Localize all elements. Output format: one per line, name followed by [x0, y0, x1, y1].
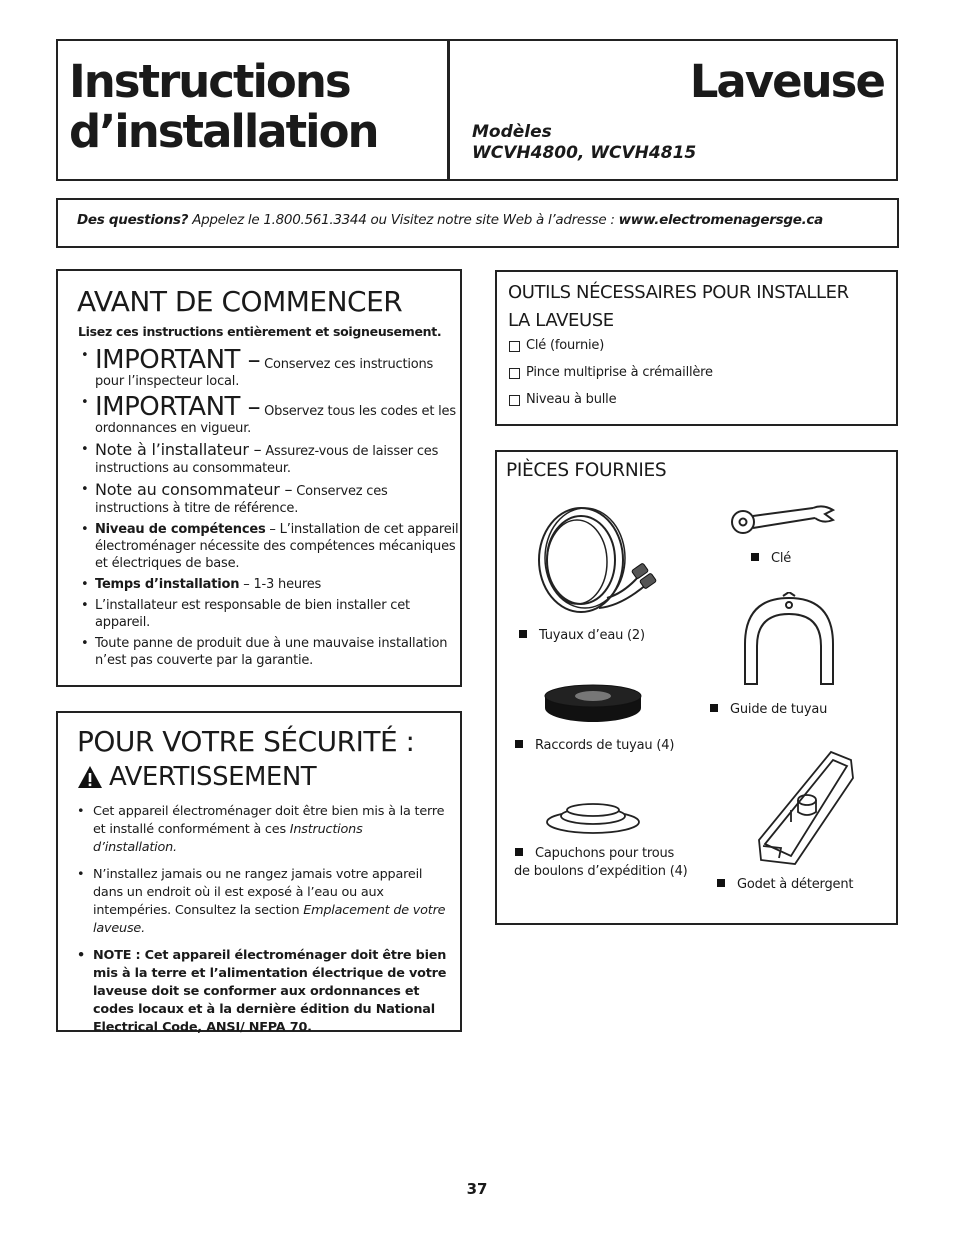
part-name: Guide de tuyau	[730, 702, 828, 717]
questions-banner	[56, 198, 899, 248]
section-intro: Lisez ces instructions entièrement et soigneusement.	[78, 324, 442, 339]
product-box	[448, 39, 898, 181]
warning-label: AVERTISSEMENT	[109, 762, 317, 792]
bullet-square-icon	[519, 630, 527, 638]
tools-heading-line-2: LA LAVEUSE	[508, 310, 614, 331]
item-italic: Emplacement de votre laveuse.	[93, 903, 446, 936]
part-label-wrench	[751, 550, 791, 568]
title-box	[56, 39, 449, 181]
models-label: Modèles	[472, 122, 552, 142]
part-name: Capuchons pour trous	[535, 846, 675, 861]
item-italic: Instructions d’installation.	[93, 822, 363, 855]
item-text: Conservez ces instructions pour l’inspecteur local.	[95, 357, 434, 389]
checkbox-icon	[509, 395, 520, 406]
part-label-detergent	[717, 876, 853, 894]
bullet-square-icon	[710, 704, 718, 712]
safety-section	[56, 711, 462, 1035]
item-heading: Note au consommateur –	[95, 480, 293, 499]
checklist-label: Niveau à bulle	[526, 392, 617, 407]
models-block	[472, 122, 696, 164]
product-title: Laveuse	[689, 55, 884, 108]
hose-washer-icon	[543, 684, 643, 724]
section-heading: AVANT DE COMMENCER	[77, 285, 403, 318]
list-item	[75, 866, 447, 938]
document-title	[69, 57, 378, 157]
checklist-item	[509, 392, 713, 419]
checkbox-icon	[509, 341, 520, 352]
list-item	[75, 803, 447, 857]
hose-guide-icon	[739, 592, 839, 688]
item-heading: Temps d’installation	[95, 577, 240, 592]
part-label-caps	[514, 845, 688, 881]
tools-heading-line-1: OUTILS NÉCESSAIRES POUR INSTALLER	[508, 282, 849, 303]
list-item	[79, 441, 459, 477]
questions-text	[77, 212, 823, 228]
checklist-label: Pince multiprise à crémaillère	[526, 365, 713, 380]
part-label-washers	[515, 737, 674, 755]
item-text: Cet appareil électroménager doit être bien mis à la terre et installé conformément à ces	[93, 804, 445, 837]
bullet-square-icon	[515, 740, 523, 748]
before-list	[79, 347, 459, 673]
checklist-item	[509, 365, 713, 392]
item-heading: Note à l’installateur –	[95, 440, 262, 459]
questions-body: Appelez le 1.800.561.3344 ou Visitez notre site Web à l’adresse :	[188, 212, 619, 228]
part-name: Godet à détergent	[737, 877, 854, 892]
bullet-square-icon	[515, 848, 523, 856]
shipping-bolt-cap-icon	[543, 800, 643, 836]
list-item	[79, 347, 459, 390]
list-item	[79, 521, 459, 572]
item-text: Assurez-vous de laisser ces instructions au consommateur.	[95, 444, 439, 476]
part-name: Clé	[771, 551, 792, 566]
item-heading: Niveau de compétences	[95, 522, 266, 537]
wrench-icon	[729, 502, 841, 536]
item-text: L’installateur est responsable de bien installer cet appareil.	[95, 598, 410, 630]
list-item	[75, 947, 447, 1037]
section-heading: POUR VOTRE SÉCURITÉ :	[77, 725, 415, 758]
detergent-cup-icon	[751, 748, 861, 870]
part-label-guide	[710, 701, 827, 719]
title-line-2: d’installation	[69, 105, 378, 158]
item-heading: IMPORTANT –	[95, 392, 261, 422]
item-text: Observez tous les codes et les ordonnances en vigueur.	[95, 404, 456, 436]
website-link[interactable]: www.electromenagersge.ca	[618, 212, 823, 228]
safety-list	[75, 803, 447, 1046]
tools-section	[495, 270, 898, 426]
item-text: N’installez jamais ou ne rangez jamais votre appareil dans un endroit où il est exposé à l’eau ou aux intempéries. Consultez la section	[93, 867, 423, 918]
checkbox-icon	[509, 368, 520, 379]
item-heading: IMPORTANT –	[95, 345, 261, 375]
water-hoses-icon	[529, 498, 664, 618]
page-number: 37	[466, 1180, 488, 1198]
title-line-1: Instructions	[69, 55, 350, 108]
part-label-hoses	[519, 627, 645, 645]
list-item	[79, 481, 459, 517]
warning-icon	[77, 765, 103, 789]
before-you-begin-section	[56, 269, 462, 687]
item-text: – 1-3 heures	[239, 577, 322, 592]
checklist-item	[509, 338, 713, 365]
item-text: – L’installation de cet appareil électroménager nécessite des compétences mécaniques et électriques de base.	[95, 522, 459, 571]
bullet-square-icon	[751, 553, 759, 561]
warning-heading	[77, 762, 316, 792]
part-name: Raccords de tuyau (4)	[535, 738, 675, 753]
questions-lead: Des questions?	[77, 212, 189, 228]
models-value: WCVH4800, WCVH4815	[472, 143, 697, 163]
list-item	[79, 394, 459, 437]
checklist-label: Clé (fournie)	[526, 338, 605, 353]
tools-heading	[508, 279, 849, 335]
item-text: Conservez ces instructions à titre de référence.	[95, 484, 388, 516]
list-item	[79, 635, 459, 669]
parts-section	[495, 450, 898, 925]
part-name-continued: de boulons d’expédition (4)	[514, 864, 688, 879]
tools-checklist	[509, 338, 713, 419]
item-text: NOTE : Cet appareil électroménager doit être bien mis à la terre et l’alimentation électrique de votre laveuse doit se conformer aux ordonnances et codes locaux et à la dernière édition du National Electrical Code, ANSI/ NFPA 70.	[93, 948, 447, 1035]
list-item	[79, 576, 459, 593]
parts-heading: PIÈCES FOURNIES	[506, 460, 667, 481]
bullet-square-icon	[717, 879, 725, 887]
part-name: Tuyaux d’eau (2)	[539, 628, 645, 643]
list-item	[79, 597, 459, 631]
item-text: Toute panne de produit due à une mauvaise installation n’est pas couverte par la garantie.	[95, 636, 448, 668]
